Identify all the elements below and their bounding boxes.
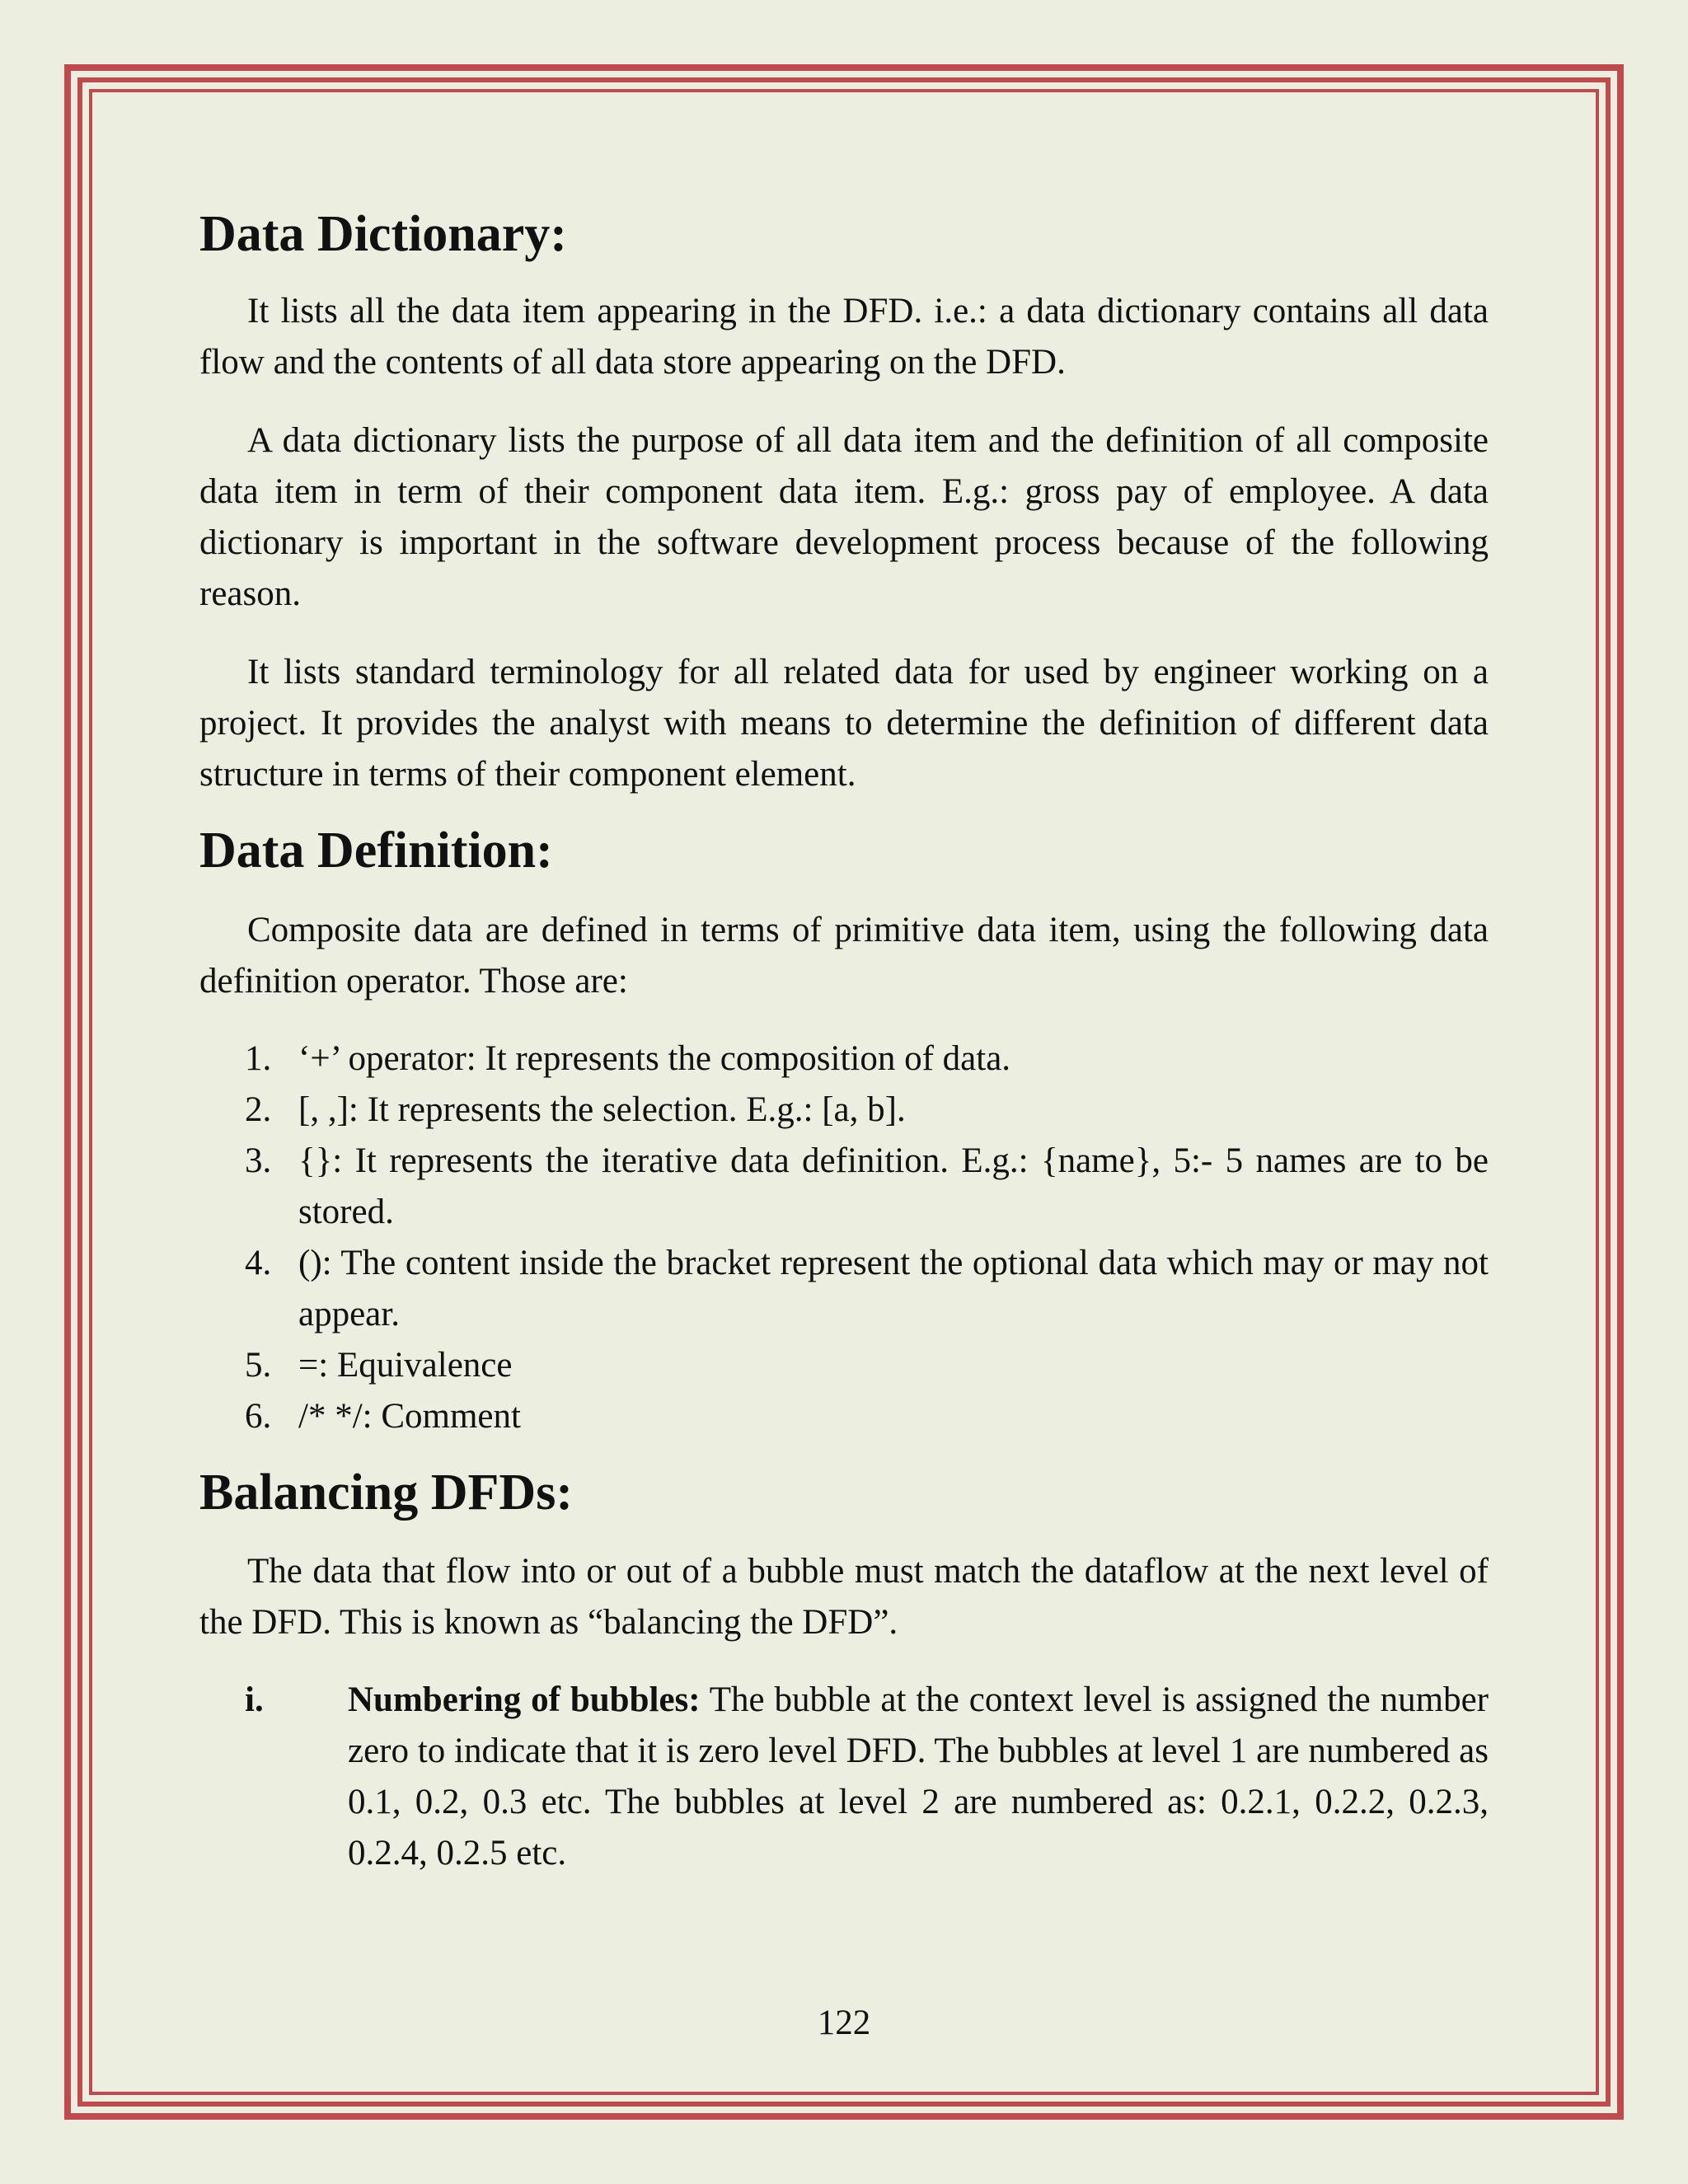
list-item-term: Numbering of bubbles: [348,1680,701,1720]
paragraph-dictionary-1: It lists all the data item appearing in the DFD. i.e.: a data dictionary contains all data flow and the contents of all data store appearing on the DFD. [199,292,1489,382]
list-item [199,1033,1489,1085]
list-item-number: 3. [245,1141,272,1180]
list-item-text: =: Equivalence [298,1345,513,1385]
list-item-text: (): The content inside the bracket represent the optional data which may or may not appear. [298,1243,1489,1333]
list-item-text: {}: It represents the iterative data definition. E.g.: {name}, 5:- 5 names are to be stored. [298,1141,1489,1231]
list-item-number: i. [245,1680,264,1720]
heading-balancing-dfds: Balancing DFDs: [199,1464,573,1521]
page-number: 122 [817,2004,871,2042]
list-item-text: /* */: Comment [298,1396,521,1436]
list-item-number: 1. [245,1038,272,1078]
list-item [199,1085,1489,1136]
list-item [199,1391,1489,1442]
list-item-number: 2. [245,1090,272,1129]
list-item [199,1238,1489,1340]
paragraph-definition-intro: Composite data are defined in terms of primitive data item, using the following data definition operator. Those are: [199,910,1489,1001]
list-item [199,1340,1489,1391]
balancing-list [199,1675,1489,1879]
operator-list [199,1033,1489,1442]
heading-data-dictionary: Data Dictionary: [199,206,567,262]
list-item [199,1136,1489,1238]
page-content [199,190,1489,1879]
list-item-number: 4. [245,1243,272,1282]
paragraph-dictionary-3: It lists standard terminology for all related data for used by engineer working on a project. It provides the analyst with means to determine the definition of different data structure in terms of their component element. [199,653,1489,794]
list-item-text: ‘+’ operator: It represents the composition of data. [298,1038,1011,1078]
heading-data-definition: Data Definition: [199,823,553,879]
paragraph-balancing-intro: The data that flow into or out of a bubble must match the dataflow at the next level of the DFD. This is known as “balancing the DFD”. [199,1552,1489,1643]
list-item [199,1675,1489,1879]
list-item-text: The bubble at the context level is assigned the number zero to indicate that it is zero level DFD. The bubbles at level 1 are numbered as 0.1, 0.2, 0.3 etc. The bubbles at level 2 are numbered as: 0.2.1, 0.2.2, 0.2.3, 0.2.4, 0.2.5 etc. [348,1680,1489,1873]
list-item-number: 6. [245,1396,272,1436]
list-item-text: [, ,]: It represents the selection. E.g.: [a, b]. [298,1090,906,1129]
paragraph-dictionary-2: A data dictionary lists the purpose of all data item and the definition of all composite data item in term of their component data item. E.g.: gross pay of employee. A data dictionary is important in the software development process because of the following reason. [199,421,1489,614]
list-item-number: 5. [245,1345,272,1385]
